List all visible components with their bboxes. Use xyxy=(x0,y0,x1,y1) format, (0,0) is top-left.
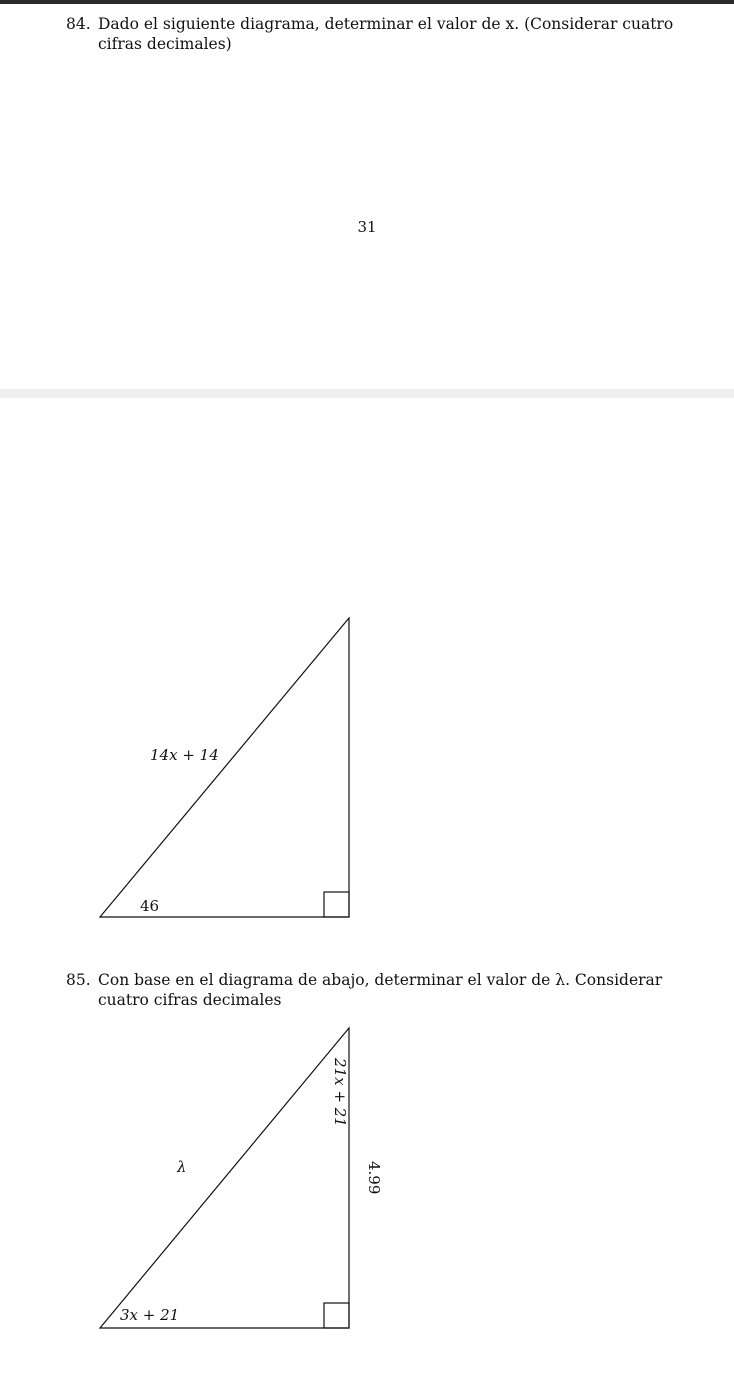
triangle-84 xyxy=(100,618,349,917)
hypotenuse-label-85: λ xyxy=(177,1158,187,1176)
vertical-side-label-85: 4.99 xyxy=(365,1161,383,1195)
problem-84-text: Dado el siguiente diagrama, determinar el valor de x. (Considerar cuatro cifras decimales) xyxy=(98,15,674,53)
page-separator xyxy=(0,389,734,398)
hypotenuse-label-84: 14x + 14 xyxy=(150,746,219,764)
problem-84 xyxy=(66,14,676,54)
right-angle-marker-85 xyxy=(324,1303,349,1328)
problem-84-number: 84. xyxy=(66,15,91,33)
problem-85 xyxy=(66,970,676,1010)
angle-label-85: 3x + 21 xyxy=(120,1306,180,1324)
top-edge-bar xyxy=(0,0,734,4)
diagram-84 xyxy=(0,600,734,930)
page-number: 31 xyxy=(357,218,377,236)
vertical-angle-label-85: 21x + 21 xyxy=(331,1058,349,1127)
right-angle-marker-84 xyxy=(324,892,349,917)
diagram-85 xyxy=(0,1020,734,1350)
problem-85-number: 85. xyxy=(66,971,91,989)
triangle-85 xyxy=(100,1028,349,1328)
problem-85-text: Con base en el diagrama de abajo, determinar el valor de λ. Considerar cuatro cifras decimales xyxy=(98,971,663,1009)
angle-label-84: 46 xyxy=(140,897,160,915)
